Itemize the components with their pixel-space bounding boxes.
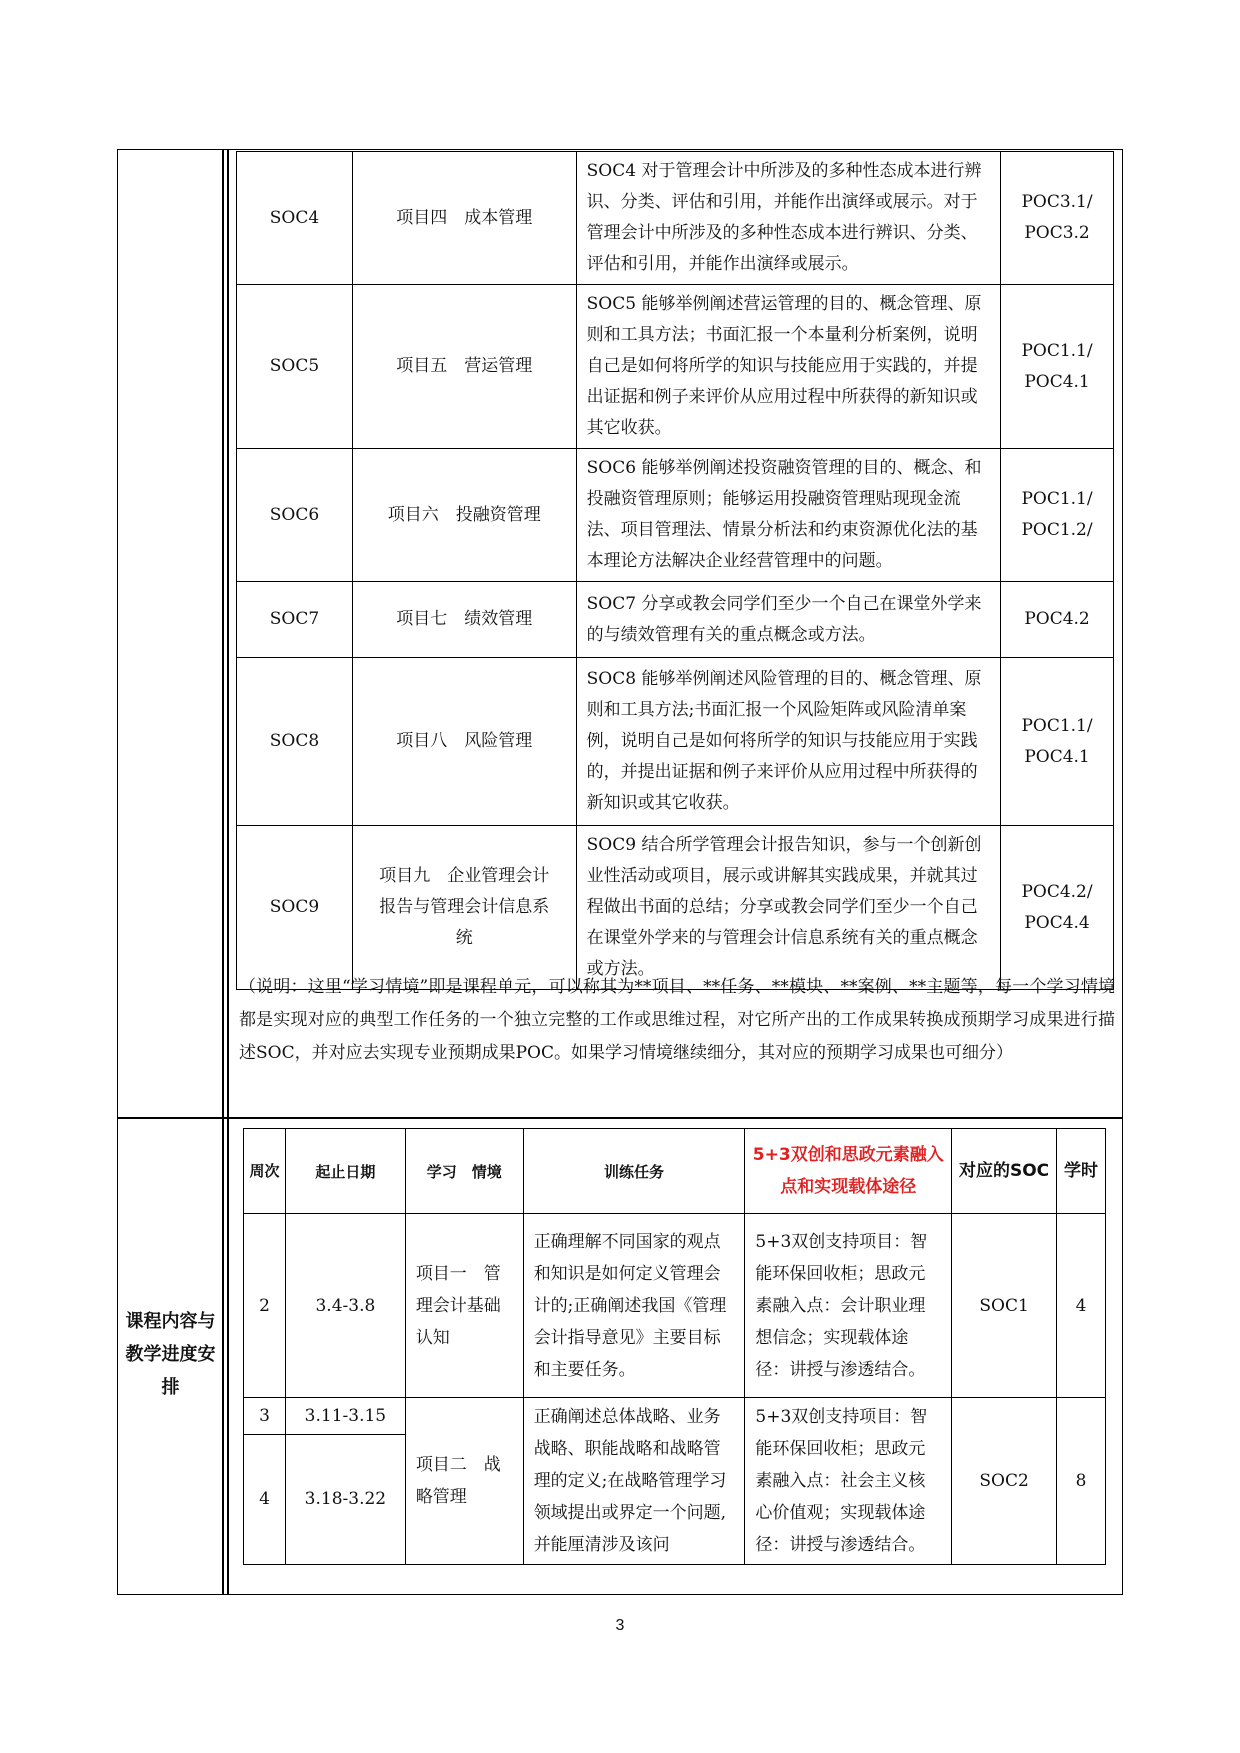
poc-value: POC1.1/: [1021, 489, 1093, 509]
context-cell: 项目一 管理会计基础认知: [405, 1214, 523, 1398]
section-label: 课程内容与教学进度安排: [125, 1311, 216, 1398]
soc-row: [237, 449, 1114, 582]
date-cell: 3.4-3.8: [285, 1214, 405, 1398]
soc-description: SOC6 能够举例阐述投资融资管理的目的、概念、和投融资管理原则；能够运用投融资管理贴现现金流法、项目管理法、情景分析法和约束资源优化法的基本理论方法解决企业经营管理中的问题。: [576, 449, 1000, 582]
soc-description: SOC8 能够举例阐述风险管理的目的、概念管理、原则和工具方法;书面汇报一个风险矩阵或风险清单案例，说明自己是如何将所学的知识与技能应用于实践的，并提出证据和例子来评价从应用过程中所获得的新知识或其它收获。: [576, 658, 1000, 826]
schedule-table: [243, 1128, 1106, 1565]
project-name: 项目四 成本管理: [352, 152, 576, 285]
soc-code: SOC6: [237, 449, 353, 582]
header-hours: 学时: [1057, 1129, 1106, 1214]
poc-value: POC3.2: [1024, 223, 1090, 243]
header-date: 起止日期: [285, 1129, 405, 1214]
soc-cell: SOC1: [952, 1214, 1057, 1398]
poc-cell: [1001, 826, 1114, 990]
week-cell: 4: [244, 1434, 286, 1564]
project-name: 项目八 风险管理: [352, 658, 576, 826]
soc-description: SOC7 分享或教会同学们至少一个自己在课堂外学来的与绩效管理有关的重点概念或方法。: [576, 582, 1000, 658]
poc-cell: [1001, 658, 1114, 826]
project-name: 项目九 企业管理会计报告与管理会计信息系统: [352, 826, 576, 990]
left-column-divider-inner: [227, 149, 229, 1595]
soc-code: SOC8: [237, 658, 353, 826]
soc-code: SOC5: [237, 285, 353, 449]
soc-code: SOC4: [237, 152, 353, 285]
poc-value: POC4.1: [1024, 746, 1090, 767]
poc-cell: [1001, 152, 1114, 285]
hours-cell: 4: [1057, 1214, 1106, 1398]
schedule-row: [244, 1398, 1106, 1435]
explanation-note: （说明：这里“学习情境”即是课程单元，可以称其为**项目、**任务、**模块、**案例、**主题等，每一个学习情境都是实现对应的典型工作任务的一个独立完整的工作或思维过程，对它所产出的工作成果转换成预期学习成果进行描述SOC，并对应去实现专业预期成果POC。如果学习情境继续细分，其对应的预期学习成果也可细分）: [239, 977, 1115, 1063]
header-week: 周次: [244, 1129, 286, 1214]
poc-value: POC4.4: [1024, 912, 1090, 933]
week-cell: 2: [244, 1214, 286, 1398]
poc-value: POC1.1/: [1021, 715, 1093, 736]
soc-cell: SOC2: [952, 1398, 1057, 1565]
project-name: 项目五 营运管理: [352, 285, 576, 449]
header-elements: 5+3双创和思政元素融入点和实现载体途径: [745, 1129, 952, 1214]
poc-cell: [1001, 582, 1114, 658]
soc-description: SOC9 结合所学管理会计报告知识，参与一个创新创业性活动或项目，展示或讲解其实践成果，并就其过程做出书面的总结；分享或教会同学们至少一个自己在课堂外学来的与管理会计信息系统有关的重点概念或方法。: [576, 826, 1000, 990]
project-name: 项目六 投融资管理: [352, 449, 576, 582]
soc-row: [237, 582, 1114, 658]
header-soc: 对应的SOC: [952, 1129, 1057, 1214]
task-cell: 正确阐述总体战略、业务战略、职能战略和战略管理的定义;在战略管理学习领域提出或界定一个问题,并能厘清涉及该问: [523, 1398, 745, 1565]
soc-row: [237, 152, 1114, 285]
poc-value: POC4.2/: [1021, 881, 1093, 902]
poc-cell: [1001, 285, 1114, 449]
soc-description: SOC4 对于管理会计中所涉及的多种性态成本进行辨识、分类、评估和引用，并能作出演绎或展示。对于管理会计中所涉及的多种性态成本进行辨识、分类、评估和引用，并能作出演绎或展示。: [576, 152, 1000, 285]
poc-value: POC1.2/: [1021, 520, 1093, 540]
header-task: 训练任务: [523, 1129, 745, 1214]
poc-value: POC4.2: [1024, 609, 1090, 629]
date-cell: 3.18-3.22: [285, 1434, 405, 1564]
week-cell: 3: [244, 1398, 286, 1435]
soc-code: SOC9: [237, 826, 353, 990]
header-context: 学习 情境: [405, 1129, 523, 1214]
poc-cell: [1001, 449, 1114, 582]
elements-cell: 5+3双创支持项目：智能环保回收柜；思政元素融入点：社会主义核心价值观；实现载体途径：讲授与渗透结合。: [745, 1398, 952, 1565]
soc-description: SOC5 能够举例阐述营运管理的目的、概念管理、原则和工具方法；书面汇报一个本量利分析案例，说明自己是如何将所学的知识与技能应用于实践的，并提出证据和例子来评价从应用过程中所获得的新知识或其它收获。: [576, 285, 1000, 449]
poc-value: POC3.1/: [1021, 192, 1093, 212]
poc-value: POC1.1/: [1021, 340, 1093, 361]
soc-row: [237, 658, 1114, 826]
soc-row: [237, 285, 1114, 449]
soc-table: [236, 151, 1114, 990]
hours-cell: 8: [1057, 1398, 1106, 1565]
context-cell: 项目二 战略管理: [405, 1398, 523, 1565]
project-name: 项目七 绩效管理: [352, 582, 576, 658]
poc-value: POC4.1: [1024, 371, 1090, 392]
elements-cell: 5+3双创支持项目：智能环保回收柜；思政元素融入点：会计职业理想信念；实现载体途径：讲授与渗透结合。: [745, 1214, 952, 1398]
date-cell: 3.11-3.15: [285, 1398, 405, 1435]
page-number: 3: [615, 1617, 625, 1634]
task-cell: 正确理解不同国家的观点和知识是如何定义管理会计的;正确阐述我国《管理会计指导意见》主要目标和主要任务。: [523, 1214, 745, 1398]
section-divider: [117, 1117, 1123, 1119]
soc-code: SOC7: [237, 582, 353, 658]
soc-row: [237, 826, 1114, 990]
schedule-row: [244, 1214, 1106, 1398]
schedule-header-row: [244, 1129, 1106, 1214]
